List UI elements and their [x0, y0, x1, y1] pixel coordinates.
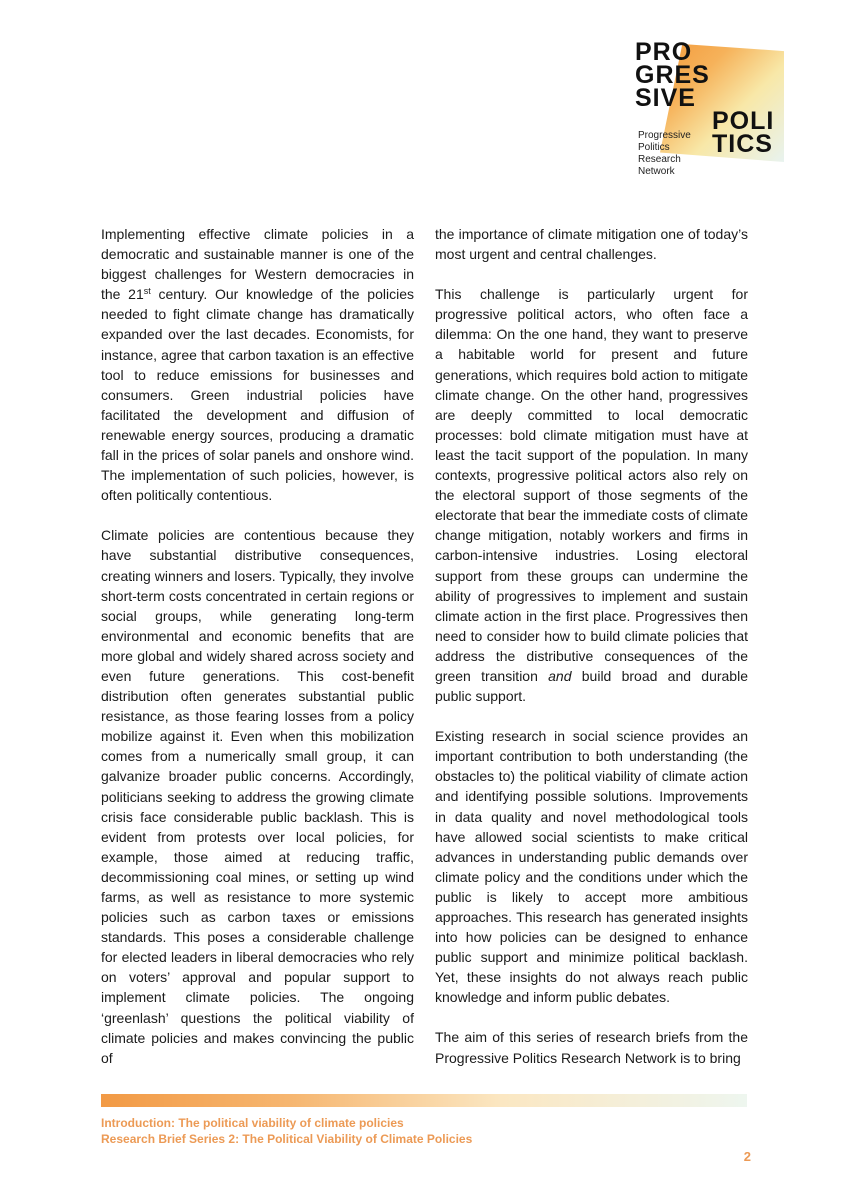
logo-subtitle: [638, 130, 718, 178]
paragraph: the importance of climate mitigation one of today’s most urgent and central challenges.: [435, 226, 748, 263]
logo-word: TICS: [712, 130, 773, 158]
paragraph-text: build broad and durable public support.: [435, 667, 748, 705]
left-column: [101, 224, 414, 1068]
footer-gradient-bar: [101, 1094, 747, 1107]
page-number: 2: [743, 1149, 751, 1164]
paragraph: [101, 224, 414, 505]
paragraph: [435, 284, 748, 706]
progressive-politics-logo: [632, 38, 782, 188]
paragraph: Existing research in social science provides an important contribution to both understanding (the obstacles to) the political viability of climate action and identifying possible solutions. Improvements in data quality and novel methodological tools have allowed social scientists to make critical advances in understanding public demands over climate policy and the conditions under which the public is likely to accept more ambitious approaches. This research has generated insights into how policies can be designed to enhance public support and minimize political backlash. Yet, these insights do not always reach public knowledge and inform public debates.: [435, 728, 748, 1006]
logo-subtitle-line: Progressive: [638, 130, 691, 141]
footer-series-title: Research Brief Series 2: The Political Viability of Climate Policies: [101, 1132, 473, 1146]
logo-word: PRO: [635, 38, 693, 66]
paragraph-text: This challenge is particularly urgent for progressive political actors, who often face a dilemma: On the one hand, they want to preserve a habitable world for present and future generations, which requires bold action to mitigate climate change. On the other hand, progressives are deeply committed to local democratic processes: bold climate mitigation must have at least the tacit support of the population. In many contexts, progressive political actors also rely on the electoral support of those segments of the electorate that bear the immediate costs of climate change mitigation, notably workers and firms in carbon-intensive industries. Losing electoral support from these groups can undermine the ability of progressives to implement and sustain climate action in the first place. Progressives then need to consider how to build climate policies that address the distributive consequences of the green transition: [435, 286, 748, 684]
logo-subtitle-line: Network: [638, 166, 675, 177]
logo-word: POLI: [712, 107, 775, 135]
paragraph: The aim of this series of research briefs from the Progressive Politics Research Network is to bring: [435, 1029, 748, 1066]
paragraph-text: Implementing effective climate policies in a democratic and sustainable manner is one of the biggest challenges for Western democracies in the 21: [101, 226, 414, 303]
logo-subtitle-line: Politics: [638, 142, 670, 153]
right-column: [435, 224, 748, 1068]
paragraph: Climate policies are contentious because they have substantial distributive consequences, creating winners and losers. Typically, they involve short-term costs concentrated in certain regions or social groups, while generating long-term environmental and economic benefits that are more global and widely shared across society and even future generations. This cost-benefit distribution often generates substantial public resistance, as those fearing losses from a policy mobilize against it. Even when this mobilization comes from a numerically small group, it can galvanize broader public concerns. Accordingly, politicians seeking to address the growing climate crisis face considerable public backlash. This is evident from protests over local policies, for example, those aimed at reducing traffic, decommissioning coal mines, or setting up wind farms, as well as resistance to more systemic policies such as carbon taxes or emissions standards. This poses a considerable challenge for elected leaders in liberal democracies who rely on voters’ approval and popular support to implement climate policies. The ongoing ‘greenlash’ questions the political viability of climate policies and makes convincing the public of: [101, 527, 414, 1066]
logo-word: SIVE: [635, 84, 696, 112]
footer-section-title: Introduction: The political viability of climate policies: [101, 1116, 404, 1130]
logo-word: GRES: [635, 61, 710, 89]
paragraph-text: century. Our knowledge of the policies needed to fight climate change has dramatically expanded over the last decades. Economists, for instance, agree that carbon taxation is an effective tool to reduce emissions for businesses and consumers. Green industrial policies have facilitated the development and diffusion of renewable energy sources, producing a dramatic fall in the prices of solar panels and onshore wind. The implementation of such policies, however, is often politically contentious.: [101, 286, 414, 504]
logo-subtitle-line: Research: [638, 154, 681, 165]
superscript: st: [143, 286, 151, 297]
emphasis: and: [548, 667, 572, 684]
